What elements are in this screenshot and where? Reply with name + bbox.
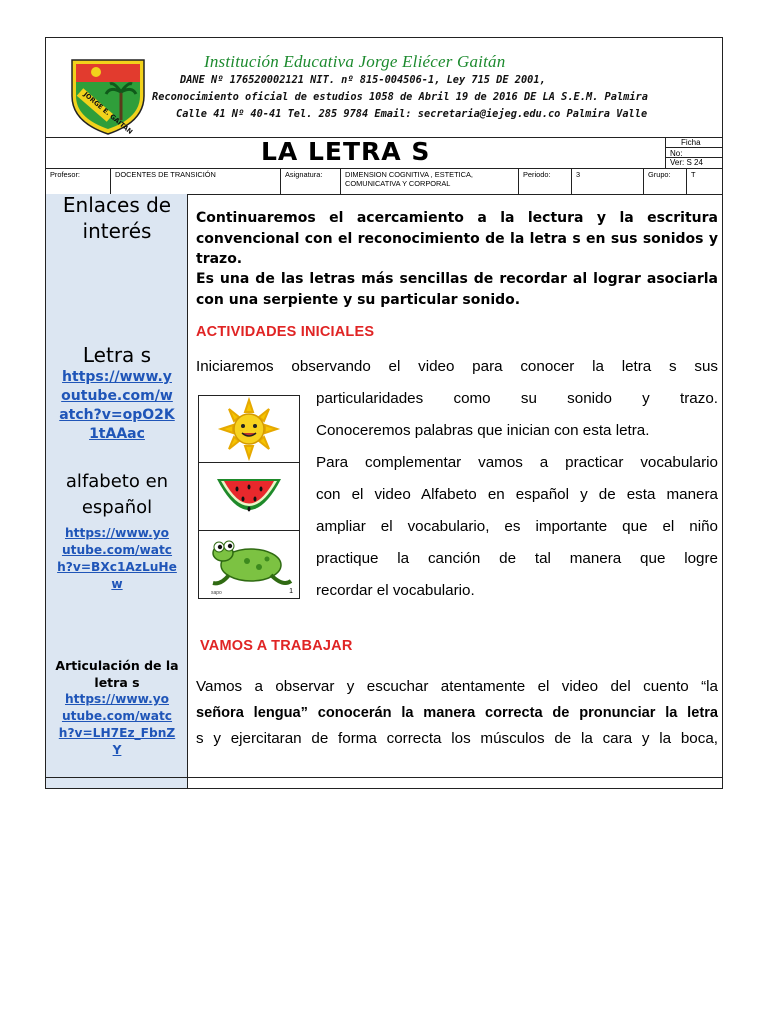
link-block-letra-s: [46, 342, 188, 444]
title-row: [46, 137, 722, 169]
link-alfabeto[interactable]: https://www.yo utube.com/watc h?v=BXc1AzLuHe w: [57, 526, 177, 591]
frog-card: [198, 531, 300, 599]
link-title: alfabeto en español: [65, 471, 169, 518]
header-line-1: DANE Nº 176520002121 NIT. nº 815-004506-1, Ley 715 DE 2001,: [180, 74, 546, 86]
info-row: [46, 168, 722, 195]
institution-name: Institución Educativa Jorge Eliécer Gaitán: [204, 52, 506, 71]
periodo-value: 3: [571, 168, 643, 194]
main-content: [188, 194, 722, 788]
link-title: Articulación de la letra s: [55, 658, 179, 690]
card-number: 1: [289, 588, 293, 595]
intro-paragraph-2: Es una de las letras más sencillas de recordar al lograr asociarla con una serpiente y su particular sonido.: [196, 271, 718, 308]
asignatura-value: DIMENSION COGNITIVA , ESTETICA, COMUNICATIVA Y CORPORAL: [340, 168, 518, 194]
link-block-alfabeto: [46, 469, 188, 593]
sun-card: [198, 395, 300, 463]
asignatura-label: Asignatura:: [280, 168, 340, 194]
link-articulacion[interactable]: https://www.yo utube.com/watc h?v=LH7Ez_FbnZ Y: [58, 692, 176, 757]
sun-icon: [199, 396, 299, 462]
links-sidebar: [46, 194, 188, 788]
grupo-value: T: [686, 168, 722, 194]
header-line-2: Reconocimiento oficial de estudios 1058 de Abril 19 de 2016 DE LA S.E.M. Palmira: [152, 91, 648, 103]
link-letra-s[interactable]: https://www.y outube.com/w atch?v=opO2K 1tAAac: [59, 369, 175, 442]
sidebar-heading: Enlaces de interés: [62, 193, 172, 243]
ficha-no: No:: [670, 149, 683, 158]
school-shield-logo: [66, 52, 150, 136]
picture-cards: [198, 395, 302, 605]
grupo-label: Grupo:: [643, 168, 686, 194]
activities-text: particularidades como su sonido y trazo. Conoceremos palabras que inician con esta letra. Para complementar vamos a practicar vocabulario con el video Alfabeto en español y de esta manera ampliar el vocabulario, es importante que el niño practique la canción de tal manera que logre recordar el vocabulario.: [316, 390, 718, 599]
work-line-1: Vamos a observar y escuchar atentamente el video del cuento “la: [196, 678, 718, 695]
work-line-3: s y ejercitaran de forma correcta los músculos de la cara y la boca,: [196, 730, 718, 747]
ficha-box: [665, 137, 723, 168]
ficha-label: Ficha: [681, 138, 701, 147]
watermelon-card: [198, 463, 300, 531]
activities-line-1: Iniciaremos observando el video para conocer la letra s sus: [196, 358, 718, 375]
logo-text: JORGE E. GAITAN: [81, 90, 135, 136]
school-header: [46, 38, 722, 138]
watermelon-icon: [199, 463, 299, 529]
periodo-label: Periodo:: [518, 168, 571, 194]
work-line-2: señora lengua” conocerán la manera correcta de pronunciar la letra: [196, 705, 718, 721]
profesor-value: DOCENTES DE TRANSICIÓN: [110, 168, 280, 194]
frog-caption: sapo: [211, 590, 222, 596]
intro-paragraph-1: Continuaremos el acercamiento a la lectura y la escritura convencional con el reconocimiento de la letra s en sus sonidos y trazo.: [196, 210, 718, 267]
ficha-version: Ver: S 24: [670, 158, 703, 167]
frog-icon: [199, 531, 299, 597]
worksheet-page: [45, 37, 723, 789]
section-vamos-a-trabajar: VAMOS A TRABAJAR: [200, 638, 353, 654]
link-title: Letra s: [82, 343, 152, 367]
profesor-label: Profesor:: [50, 170, 80, 179]
link-block-articulacion: [46, 657, 188, 759]
header-line-3: Calle 41 Nº 40-41 Tel. 285 9784 Email: secretaria@iejeg.edu.co Palmira Valle: [176, 108, 648, 120]
page-title: LA LETRA S: [261, 137, 431, 166]
section-actividades-iniciales: ACTIVIDADES INICIALES: [196, 324, 375, 340]
